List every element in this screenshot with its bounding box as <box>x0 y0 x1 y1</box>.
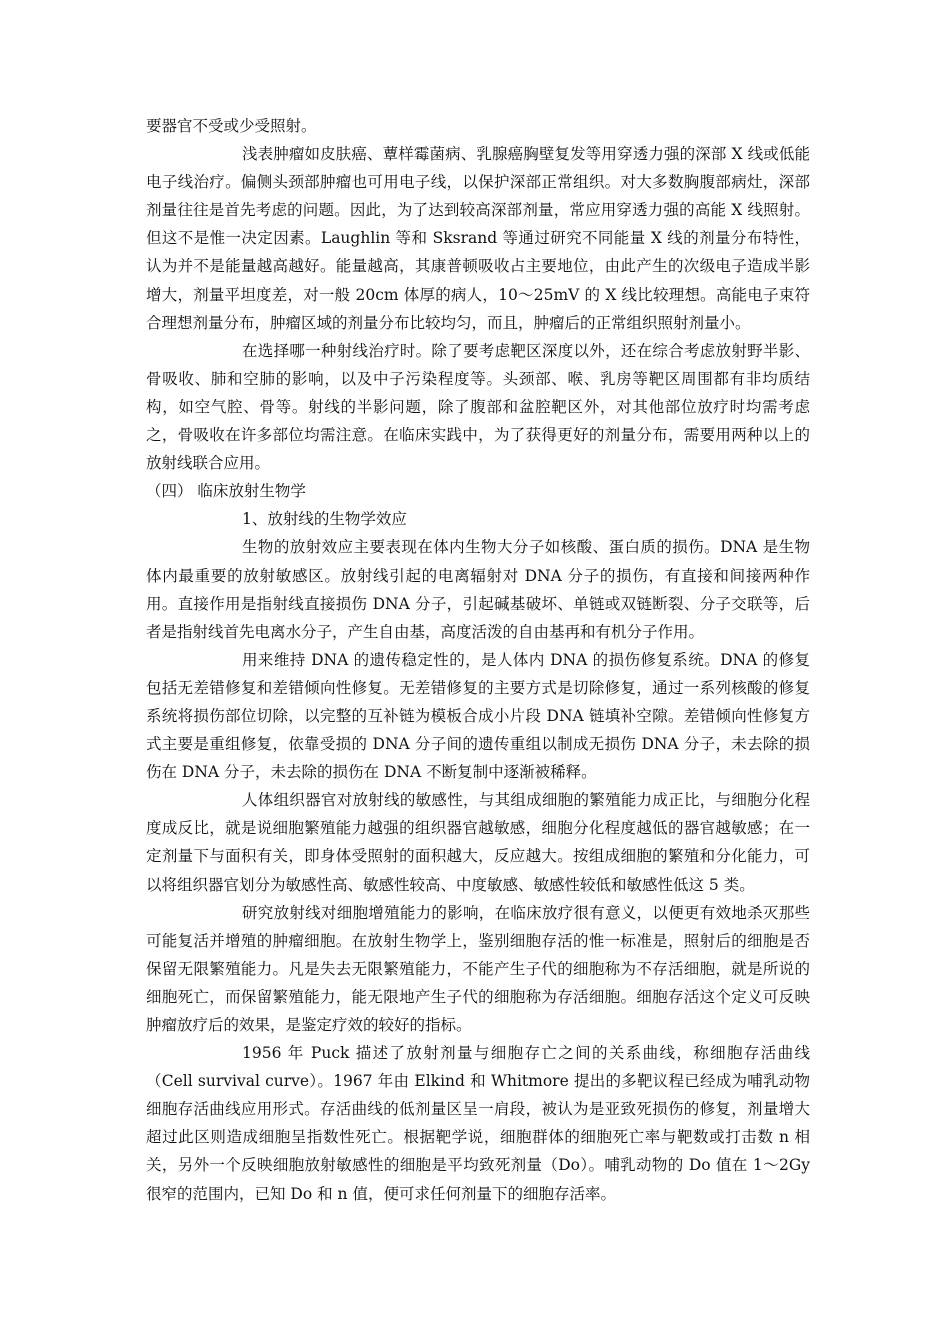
paragraph: 浅表肿瘤如皮肤癌、蕈样霉菌病、乳腺癌胸壁复发等用穿透力强的深部 X 线或低能电子线治疗。偏侧头颈部肿瘤也可用电子线，以保护深部正常组织。对大多数胸腹部病灶，深部剂量往往是首先考虑的问题。因此，为了达到较高深部剂量，常应用穿透力强的高能 X 线照射。但这不是惟一决定因素。Laughlin 等和 Sksrand 等通过研究不同能量 X 线的剂量分布特性，认为并不是能量越高越好。能量越高，其康普顿吸收占主要地位，由此产生的次级电子造成半影增大，剂量平坦度差，对一般 20cm 体厚的病人，10～25mV 的 X 线比较理想。高能电子束符合理想剂量分布，肿瘤区域的剂量分布比较均匀，而且，肿瘤后的正常组织照射剂量小。 <box>146 145 810 332</box>
paragraph: 人体组织器官对放射线的敏感性，与其组成细胞的繁殖能力成正比，与细胞分化程度成反比，就是说细胞繁殖能力越强的组织器官越敏感，细胞分化程度越低的器官越敏感；在一定剂量下与面积有关，即身体受照射的面积越大，反应越大。按组成细胞的繁殖和分化能力，可以将组织器官划分为敏感性高、敏感性较高、中度敏感、敏感性较低和敏感性低这 5 类。 <box>146 791 810 894</box>
paragraph: 要器官不受或少受照射。 <box>146 117 317 135</box>
paragraph: 在选择哪一种射线治疗时。除了要考虑靶区深度以外，还在综合考虑放射野半影、骨吸收、肺和空肺的影响，以及中子污染程度等。头颈部、喉、乳房等靶区周围都有非均质结构，如空气腔、骨等。射线的半影问题，除了腹部和盆腔靶区外，对其他部位放疗时均需考虑之，骨吸收在许多部位均需注意。在临床实践中，为了获得更好的剂量分布，需要用两种以上的放射线联合应用。 <box>146 341 810 473</box>
paragraph: 生物的放射效应主要表现在体内生物大分子如核酸、蛋白质的损伤。DNA 是生物体内最重要的放射敏感区。放射线引起的电离辐射对 DNA 分子的损伤，有直接和间接两种作用。直接作用是指射线直接损伤 DNA 分子，引起碱基破坏、单链或双链断裂、分子交联等，后者是指射线首先电离水分子，产生自由基，高度活泼的自由基再和有机分子作用。 <box>146 538 810 641</box>
subsection-heading: 1、放射线的生物学效应 <box>242 510 407 529</box>
paragraph: 研究放射线对细胞增殖能力的影响，在临床放疗很有意义，以便更有效地杀灭那些可能复活并增殖的肿瘤细胞。在放射生物学上，鉴别细胞存活的惟一标准是，照射后的细胞是否保留无限繁殖能力。凡是失去无限繁殖能力，不能产生子代的细胞称为不存活细胞，就是所说的细胞死亡，而保留繁殖能力，能无限地产生子代的细胞称为存活细胞。细胞存活这个定义可反映肿瘤放疗后的效果，是鉴定疗效的较好的指标。 <box>146 903 810 1034</box>
paragraph: 用来维持 DNA 的遗传稳定性的，是人体内 DNA 的损伤修复系统。DNA 的修复包括无差错修复和差错倾向性修复。无差错修复的主要方式是切除修复，通过一系列核酸的修复系统将损伤部位切除，以完整的互补链为模板合成小片段 DNA 链填补空隙。差错倾向性修复方式主要是重组修复，依靠受损的 DNA 分子间的遗传重组以制成无损伤 DNA 分子，未去除的损伤在 DNA 分子，未去除的损伤在 DNA 不断复制中逐渐被稀释。 <box>146 650 810 782</box>
document-body <box>146 112 810 1208</box>
section-heading: （四） 临床放射生物学 <box>146 482 306 501</box>
paragraph: 1956 年 Puck 描述了放射剂量与细胞存亡之间的关系曲线，称细胞存活曲线（Cell survival curve）。1967 年由 Elkind 和 Whitmore 提出的多靶议程已经成为哺乳动物细胞存活曲线应用形式。存活曲线的低剂量区呈一肩段，被认为是亚致死损伤的修复，剂量增大超过此区则造成细胞呈指数性死亡。根据靶学说，细胞群体的细胞死亡率与靶数或打击数 n 相关，另外一个反映细胞放射敏感性的细胞是平均致死剂量（Do）。哺乳动物的 Do 值在 1～2Gy 很窄的范围内，已知 Do 和 n 值，便可求任何剂量下的细胞存活率。 <box>146 1044 810 1203</box>
